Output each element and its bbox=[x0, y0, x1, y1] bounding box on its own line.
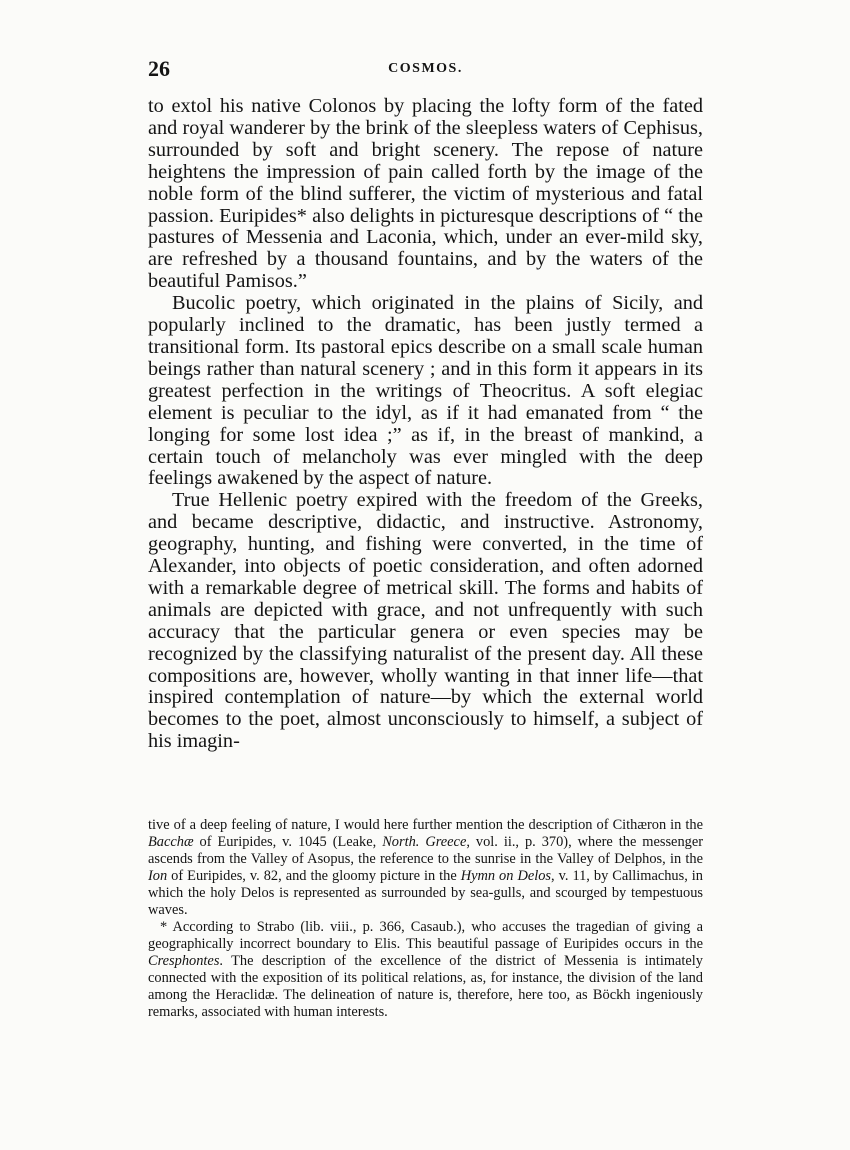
page-number: 26 bbox=[148, 56, 170, 81]
footnote-italic-title: Cresphontes bbox=[148, 953, 220, 969]
footnote-text: of Euripides, v. 82, and the gloomy picture in the bbox=[167, 868, 461, 884]
footnote-italic-title: Ion bbox=[148, 868, 168, 884]
footnote-text: , vol. ii., p. 370), where the messenger ascends from the Valley of Asopus, the reference to the sunrise in the Valley of Delphos, in the bbox=[148, 834, 704, 867]
footnote-text: . The description of the excellence of the district of Messenia is intimately connected with the exposition of its political relations, as, for instance, the division of the land among the Heraclidæ. The delineation of nature is, therefore, here too, as Böckh ingeniously remarks, associated with human interests. bbox=[148, 953, 703, 1020]
footnote-italic-title: North. Greece bbox=[382, 834, 467, 850]
footnote-text: , v. 11, by Callimachus, in which the holy Delos is represented as surrounded by sea-gulls, and scourged by tempestuous waves. bbox=[148, 868, 703, 918]
main-text bbox=[148, 96, 703, 753]
footnote-asterisk bbox=[148, 919, 703, 1021]
footnote-text: * According to Strabo (lib. viii., p. 366, Casaub.), who accuses the tragedian of giving a geographically incorrect boundary to Elis. This beautiful passage of Euripides occurs in the bbox=[148, 919, 703, 952]
paragraph-bucolic-poetry: Bucolic poetry, which originated in the plains of Sicily, and popularly inclined to the dramatic, has been justly termed a transitional form. Its pastoral epics describe on a small scale human beings rather than natural scenery ; and in this form it appears in its greatest perfection in the writings of Theocritus. A soft elegiac element is peculiar to the idyl, as if it had emanated from “ the longing for some lost idea ;” as if, in the breast of mankind, a certain touch of melancholy was ever mingled with the deep feelings awakened by the aspect of nature. bbox=[148, 292, 703, 490]
footnote-text: of Euripides, v. 1045 (Leake, bbox=[193, 834, 383, 850]
page-header bbox=[148, 56, 703, 84]
running-title: COSMOS. bbox=[388, 61, 463, 76]
paragraph-hellenic-poetry: True Hellenic poetry expired with the freedom of the Greeks, and became descriptive, didactic, and instructive. Astronomy, geography, hunting, and fishing were converted, in the time of Alexander, into objects of poetic consideration, and often adorned with a remarkable degree of metrical skill. The forms and habits of animals are depicted with grace, and not unfrequently with such accuracy that the particular genera or even species may be recognized by the classifying naturalist of the present day. All these compositions are, however, wholly wanting in that inner life—that inspired contemplation of nature—by which the external world becomes to the poet, almost unconsciously to himself, a subject of his imagin- bbox=[148, 489, 703, 753]
footnote-continued bbox=[148, 817, 703, 919]
footnote-text: tive of a deep feeling of nature, I would here further mention the description of Cithæron in the bbox=[148, 817, 703, 833]
paragraph-continuation: to extol his native Colonos by placing the lofty form of the fated and royal wanderer by the brink of the sleepless waters of Cephisus, surrounded by soft and bright scenery. The repose of nature heightens the impression of pain called forth by the image of the noble form of the blind sufferer, the victim of mysterious and fatal passion. Euripides* also delights in picturesque descriptions of “ the pastures of Messenia and Laconia, which, under an ever-mild sky, are refreshed by a thousand fountains, and by the waters of the beautiful Pamisos.” bbox=[148, 95, 703, 293]
footnote-italic-title: Bacchæ bbox=[148, 834, 194, 850]
footnotes bbox=[148, 817, 703, 1021]
footnote-italic-title: Hymn on Delos bbox=[460, 868, 552, 884]
